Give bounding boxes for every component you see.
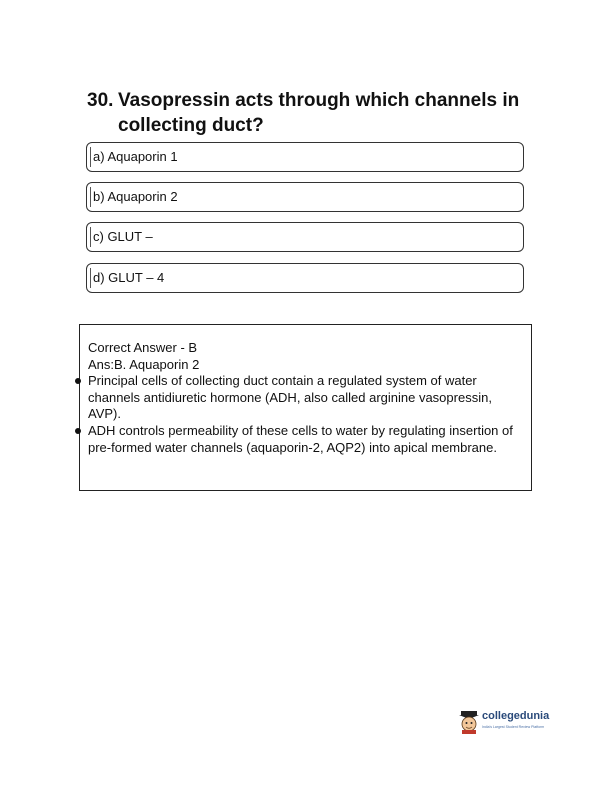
answer-box — [79, 324, 532, 491]
explanation-bullet-text: Principal cells of collecting duct contain a regulated system of water channels antidiuretic hormone (ADH, also called arginine vasopressin, AVP). — [88, 373, 492, 422]
explanation-list — [88, 373, 523, 456]
collegedunia-logo[interactable] — [458, 708, 572, 738]
explanation-bullet-2 — [88, 423, 523, 456]
explanation-bullet-1 — [88, 373, 523, 423]
question-text: Vasopressin acts through which channels in collecting duct? — [118, 90, 520, 136]
bullet-icon — [75, 428, 81, 434]
question-title — [87, 88, 537, 138]
bullet-icon — [75, 378, 81, 384]
logo-wordmark: collegedunia — [482, 710, 550, 722]
explanation-bullet-text: ADH controls permeability of these cells to water by regulating insertion of pre-formed water channels (aquaporin-2, AQP2) into apical membrane. — [88, 422, 513, 455]
option-b[interactable]: b) Aquaporin 2 — [86, 182, 524, 212]
mascot-icon — [458, 710, 480, 734]
answer-explanation-heading: Ans:B. Aquaporin 2 — [88, 356, 200, 372]
logo-tagline: India's Largest Student Review Platform — [482, 725, 545, 729]
option-d[interactable]: d) GLUT – 4 — [86, 263, 524, 293]
option-c[interactable]: c) GLUT – — [86, 222, 524, 252]
correct-answer-text: Correct Answer - B — [88, 340, 198, 355]
option-a[interactable]: a) Aquaporin 1 — [86, 142, 524, 172]
question-number: 30. — [87, 90, 114, 111]
